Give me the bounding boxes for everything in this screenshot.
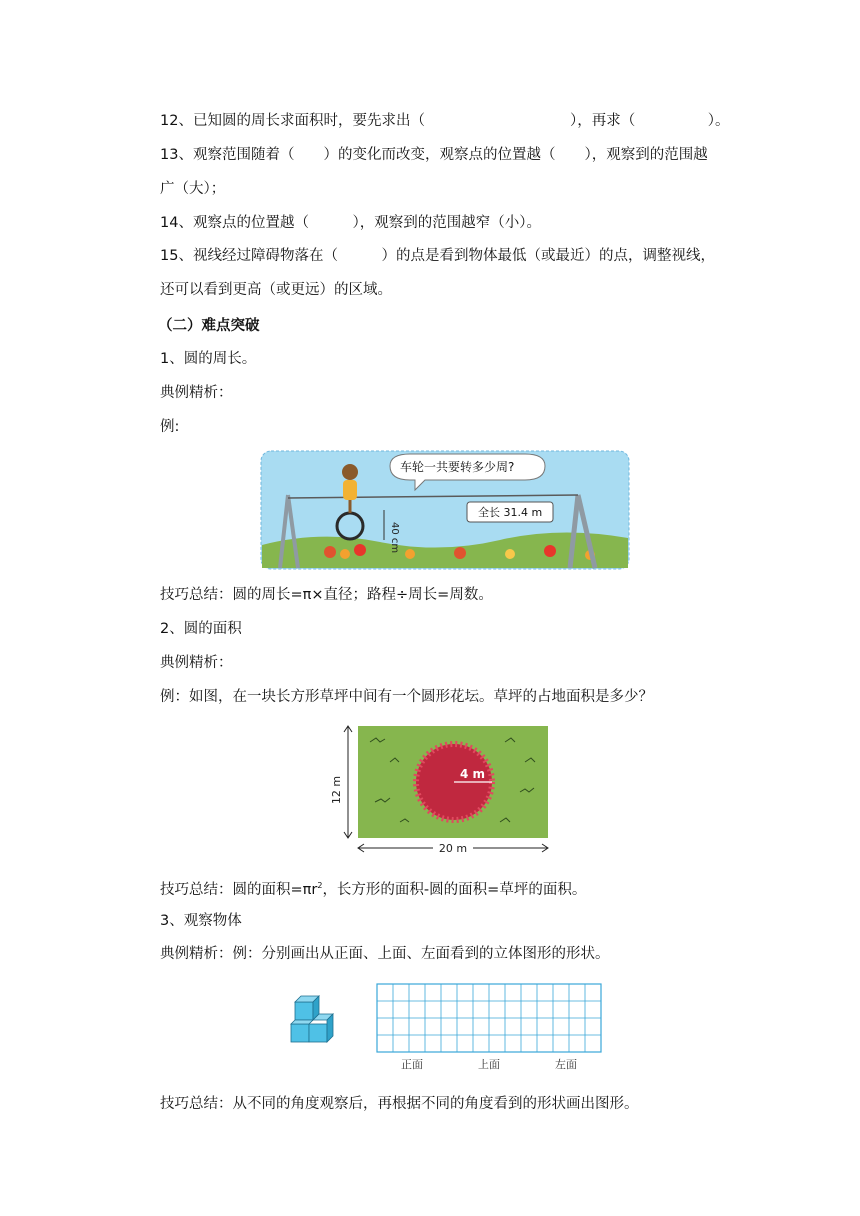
item-15-line2: 还可以看到更高（或更远）的区域。 (160, 282, 392, 298)
s2-tip (160, 876, 586, 900)
width-label: 20 m (438, 842, 468, 855)
s1-title: 1、圆的周长。 (160, 351, 257, 367)
section-heading: （二）难点突破 (158, 318, 260, 334)
view-label-top: 上面 (478, 1058, 500, 1071)
radius-label: 4 m (460, 767, 486, 781)
s2-example: 例：如图，在一块长方形草坪中间有一个圆形花坛。草坪的占地面积是多少？ (160, 689, 653, 705)
item-15-line1: 15、视线经过障碍物落在（ ）的点是看到物体最低（或最近）的点，调整视线， (160, 248, 715, 264)
s3-example: 典例精析：例：分别画出从正面、上面、左面看到的立体图形的形状。 (160, 946, 610, 962)
unicycle-illustration (260, 450, 630, 570)
lawn-illustration (330, 722, 560, 862)
figure-lawn (330, 722, 560, 862)
figure-cubes-grid (285, 982, 605, 1074)
bubble-text: 车轮一共要转多少周? (400, 460, 515, 474)
item-13-line2: 广（大）； (160, 181, 226, 197)
view-label-left: 左面 (555, 1058, 577, 1071)
height-label: 40 cm (389, 522, 400, 554)
figure-unicycle (260, 450, 630, 570)
s3-tip: 技巧总结：从不同的角度观察后，再根据不同的角度看到的形状画出图形。 (160, 1096, 639, 1112)
length-label: 全长 31.4 m (478, 506, 543, 519)
view-label-front: 正面 (401, 1058, 423, 1071)
s1-tip: 技巧总结：圆的周长=π×直径；路程÷周长=周数。 (160, 587, 493, 603)
item-14: 14、观察点的位置越（ ），观察到的范围越窄（小）。 (160, 215, 541, 231)
item-13-line1: 13、观察范围随着（ ）的变化而改变，观察点的位置越（ ），观察到的范围越 (160, 147, 708, 163)
s3-title: 3、观察物体 (160, 913, 242, 929)
s2-example-label: 典例精析： (160, 655, 233, 671)
s2-tip-pre: 技巧总结：圆的面积=πr (160, 881, 318, 898)
s2-tip-sup: 2 (317, 881, 323, 890)
cubes-grid-illustration (285, 982, 605, 1074)
item-12: 12、已知圆的周长求面积时，要先求出（ ），再求（ ）。 (160, 113, 730, 129)
drawing-grid (377, 984, 601, 1052)
s2-tip-post: ，长方形的面积-圆的面积=草坪的面积。 (322, 881, 587, 898)
height-label: 12 m (330, 775, 343, 805)
s1-example-label: 典例精析： (160, 385, 233, 401)
s2-title: 2、圆的面积 (160, 621, 242, 637)
s1-example: 例: (160, 419, 180, 435)
cube-stack (291, 996, 333, 1042)
